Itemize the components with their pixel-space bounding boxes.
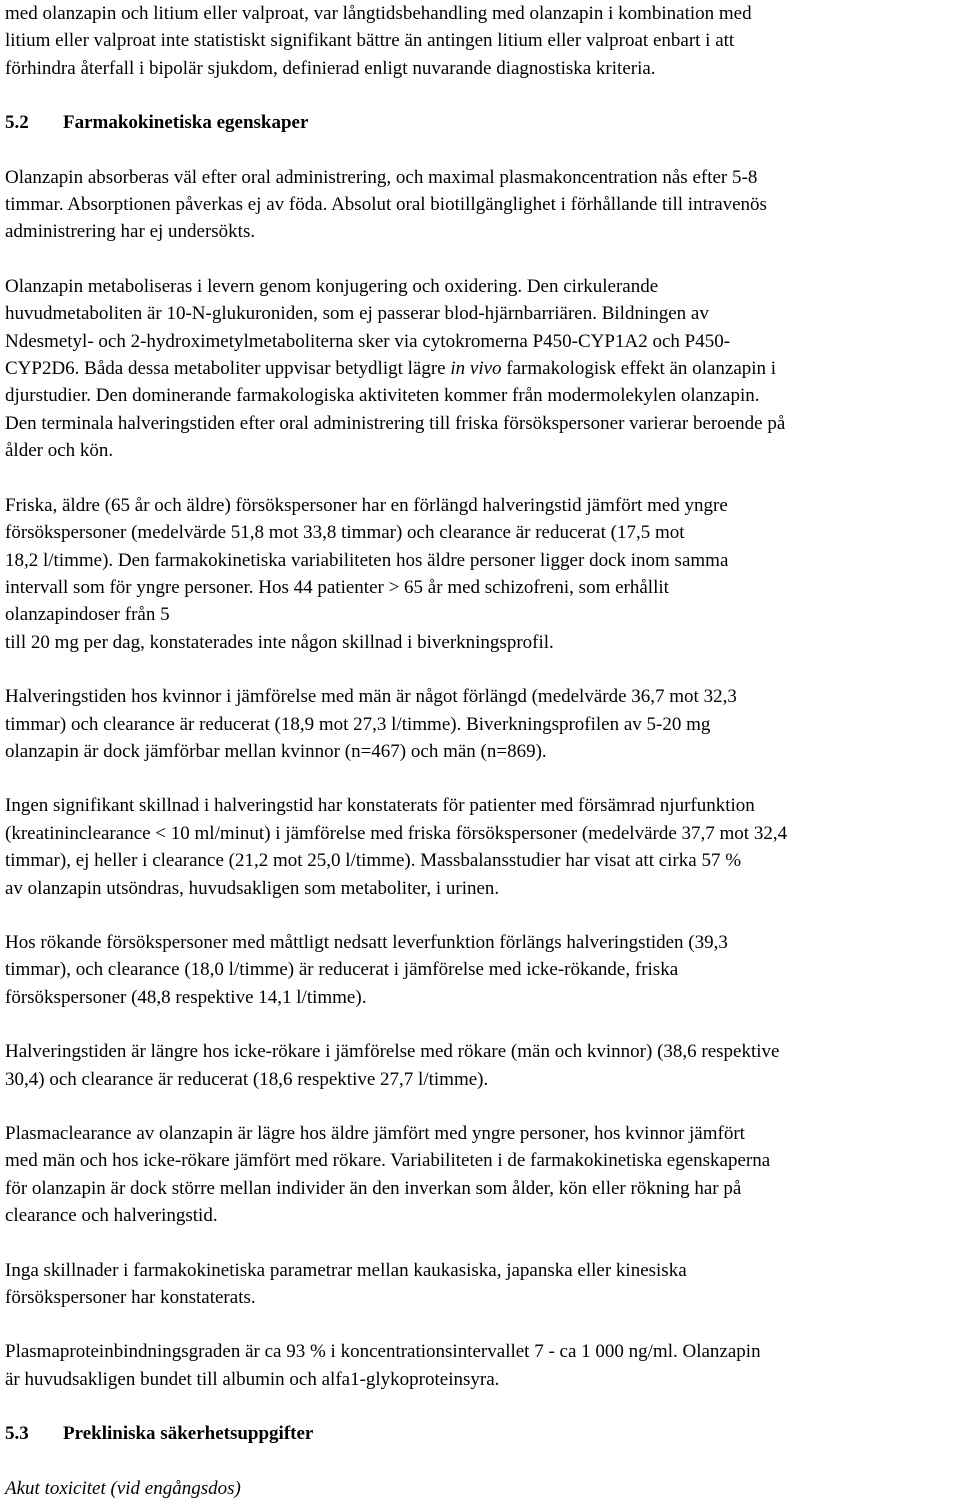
text-line: Hos rökande försökspersoner med måttligt nedsatt leverfunktion förlängs halveringstiden (39,3	[5, 931, 728, 953]
text-line: för olanzapin är dock större mellan individer än den inverkan som ålder, kön eller rökning har på	[5, 1177, 742, 1199]
section-heading-5-2	[5, 109, 960, 136]
text-line: clearance och halveringstid.	[5, 1205, 218, 1227]
text-line: med män och hos icke-rökare jämfört med rökare. Variabiliteten i de farmakokinetiska egenskaperna	[5, 1150, 771, 1172]
text-line: 30,4) och clearance är reducerat (18,6 respektive 27,7 l/timme).	[5, 1068, 489, 1090]
text-line: Halveringstiden är längre hos icke-rökare i jämförelse med rökare (män och kvinnor) (38,6 respektive	[5, 1041, 780, 1063]
text-line: ålder och kön.	[5, 440, 114, 462]
text-line: timmar), och clearance (18,0 l/timme) är reducerat i jämförelse med icke-rökande, friska	[5, 959, 679, 981]
section-title: Farmakokinetiska egenskaper	[63, 112, 309, 134]
text-line: Olanzapin metaboliseras i levern genom konjugering och oxidering. Den cirkulerande	[5, 275, 659, 297]
section-heading-5-3	[5, 1420, 960, 1447]
subheading-acute-toxicity: Akut toxicitet (vid engångsdos)	[5, 1477, 241, 1499]
paragraph-smokers	[5, 1038, 960, 1093]
section-number: 5.2	[5, 112, 29, 134]
section-title: Prekliniska säkerhetsuppgifter	[63, 1423, 314, 1445]
text-line	[5, 355, 960, 382]
text-line: (kreatininclearance < 10 ml/minut) i jämförelse med friska försökspersoner (medelvärde 37,7 mot 32,4	[5, 822, 788, 844]
text-line: med olanzapin och litium eller valproat, var långtidsbehandling med olanzapin i kombination med	[5, 3, 752, 24]
text-line: Ingen signifikant skillnad i halveringstid har konstaterats för patienter med försämrad njurfunktion	[5, 795, 755, 817]
text-line: litium eller valproat inte statistiskt signifikant bättre än antingen litium eller valproat enbart i att	[5, 30, 735, 52]
text-line: Den terminala halveringstiden efter oral administrering till friska försökspersoner varierar beroende på	[5, 412, 786, 434]
text-line: försökspersoner (48,8 respektive 14,1 l/timme).	[5, 986, 367, 1008]
text-line: till 20 mg per dag, konstaterades inte någon skillnad i biverkningsprofil.	[5, 631, 554, 653]
text-span: CYP2D6. Båda dessa metaboliter uppvisar betydligt lägre	[5, 358, 451, 380]
text-line: timmar), ej heller i clearance (21,2 mot 25,0 l/timme). Massbalansstudier har visat att cirka 57 %	[5, 850, 742, 872]
paragraph-hepatic	[5, 929, 960, 1011]
text-line: djurstudier. Den dominerande farmakologiska aktiviteten kommer från modermolekylen olanzapin.	[5, 385, 760, 407]
text-line: Plasmaclearance av olanzapin är lägre hos äldre jämfört med yngre personer, hos kvinnor jämfört	[5, 1123, 745, 1144]
text-line: huvudmetaboliten är 10-N-glukuroniden, som ej passerar blod-hjärnbarriären. Bildningen av	[5, 303, 709, 325]
text-line: Halveringstiden hos kvinnor i jämförelse med män är något förlängd (medelvärde 36,7 mot 32,3	[5, 686, 737, 708]
paragraph-elderly	[5, 492, 960, 656]
document-page	[5, 0, 960, 1502]
text-line: timmar. Absorptionen påverkas ej av föda. Absolut oral biotillgänglighet i förhållande till intravenös	[5, 194, 767, 216]
text-line: Plasmaproteinbindningsgraden är ca 93 % i koncentrationsintervallet 7 - ca 1 000 ng/ml. Olanzapin	[5, 1341, 761, 1363]
text-line: förhindra återfall i bipolär sjukdom, definierad enligt nuvarande diagnostiska kriteria.	[5, 57, 656, 79]
text-line: timmar) och clearance är reducerat (18,9 mot 27,3 l/timme). Biverkningsprofilen av 5-20 mg	[5, 713, 711, 735]
text-line: intervall som för yngre personer. Hos 44 patienter > 65 år med schizofreni, som erhållit	[5, 576, 669, 598]
text-line: administrering har ej undersökts.	[5, 221, 256, 243]
italic-term: in vivo	[450, 358, 502, 380]
paragraph-gender	[5, 683, 960, 765]
paragraph-absorption	[5, 164, 960, 246]
paragraph-protein-binding	[5, 1338, 960, 1393]
text-line: Olanzapin absorberas väl efter oral administrering, och maximal plasmakoncentration nås efter 5-8	[5, 166, 758, 188]
section-number: 5.3	[5, 1423, 29, 1445]
paragraph-renal	[5, 792, 960, 902]
paragraph-plasma-clearance	[5, 1120, 960, 1230]
text-line: Ndesmetyl- och 2-hydroximetylmetaboliterna sker via cytokromerna P450-CYP1A2 och P450-	[5, 330, 731, 352]
text-line: av olanzapin utsöndras, huvudsakligen som metaboliter, i urinen.	[5, 877, 500, 899]
text-line: Inga skillnader i farmakokinetiska parametrar mellan kaukasiska, japanska eller kinesiska	[5, 1259, 687, 1281]
text-line: olanzapin är dock jämförbar mellan kvinnor (n=467) och män (n=869).	[5, 740, 547, 762]
intro-paragraph	[5, 0, 960, 82]
paragraph-metabolism	[5, 273, 960, 465]
text-line: är huvudsakligen bundet till albumin och alfa1-glykoproteinsyra.	[5, 1368, 500, 1390]
paragraph-ethnicity	[5, 1257, 960, 1312]
text-span: farmakologisk effekt än olanzapin i	[501, 358, 777, 380]
text-line: Friska, äldre (65 år och äldre) försökspersoner har en förlängd halveringstid jämfört med yngre	[5, 494, 728, 516]
text-line: olanzapindoser från 5	[5, 604, 170, 626]
text-line: försökspersoner (medelvärde 51,8 mot 33,8 timmar) och clearance är reducerat (17,5 mot	[5, 522, 685, 544]
text-line: försökspersoner har konstaterats.	[5, 1287, 256, 1309]
text-line: 18,2 l/timme). Den farmakokinetiska variabiliteten hos äldre personer ligger dock inom samma	[5, 549, 729, 571]
